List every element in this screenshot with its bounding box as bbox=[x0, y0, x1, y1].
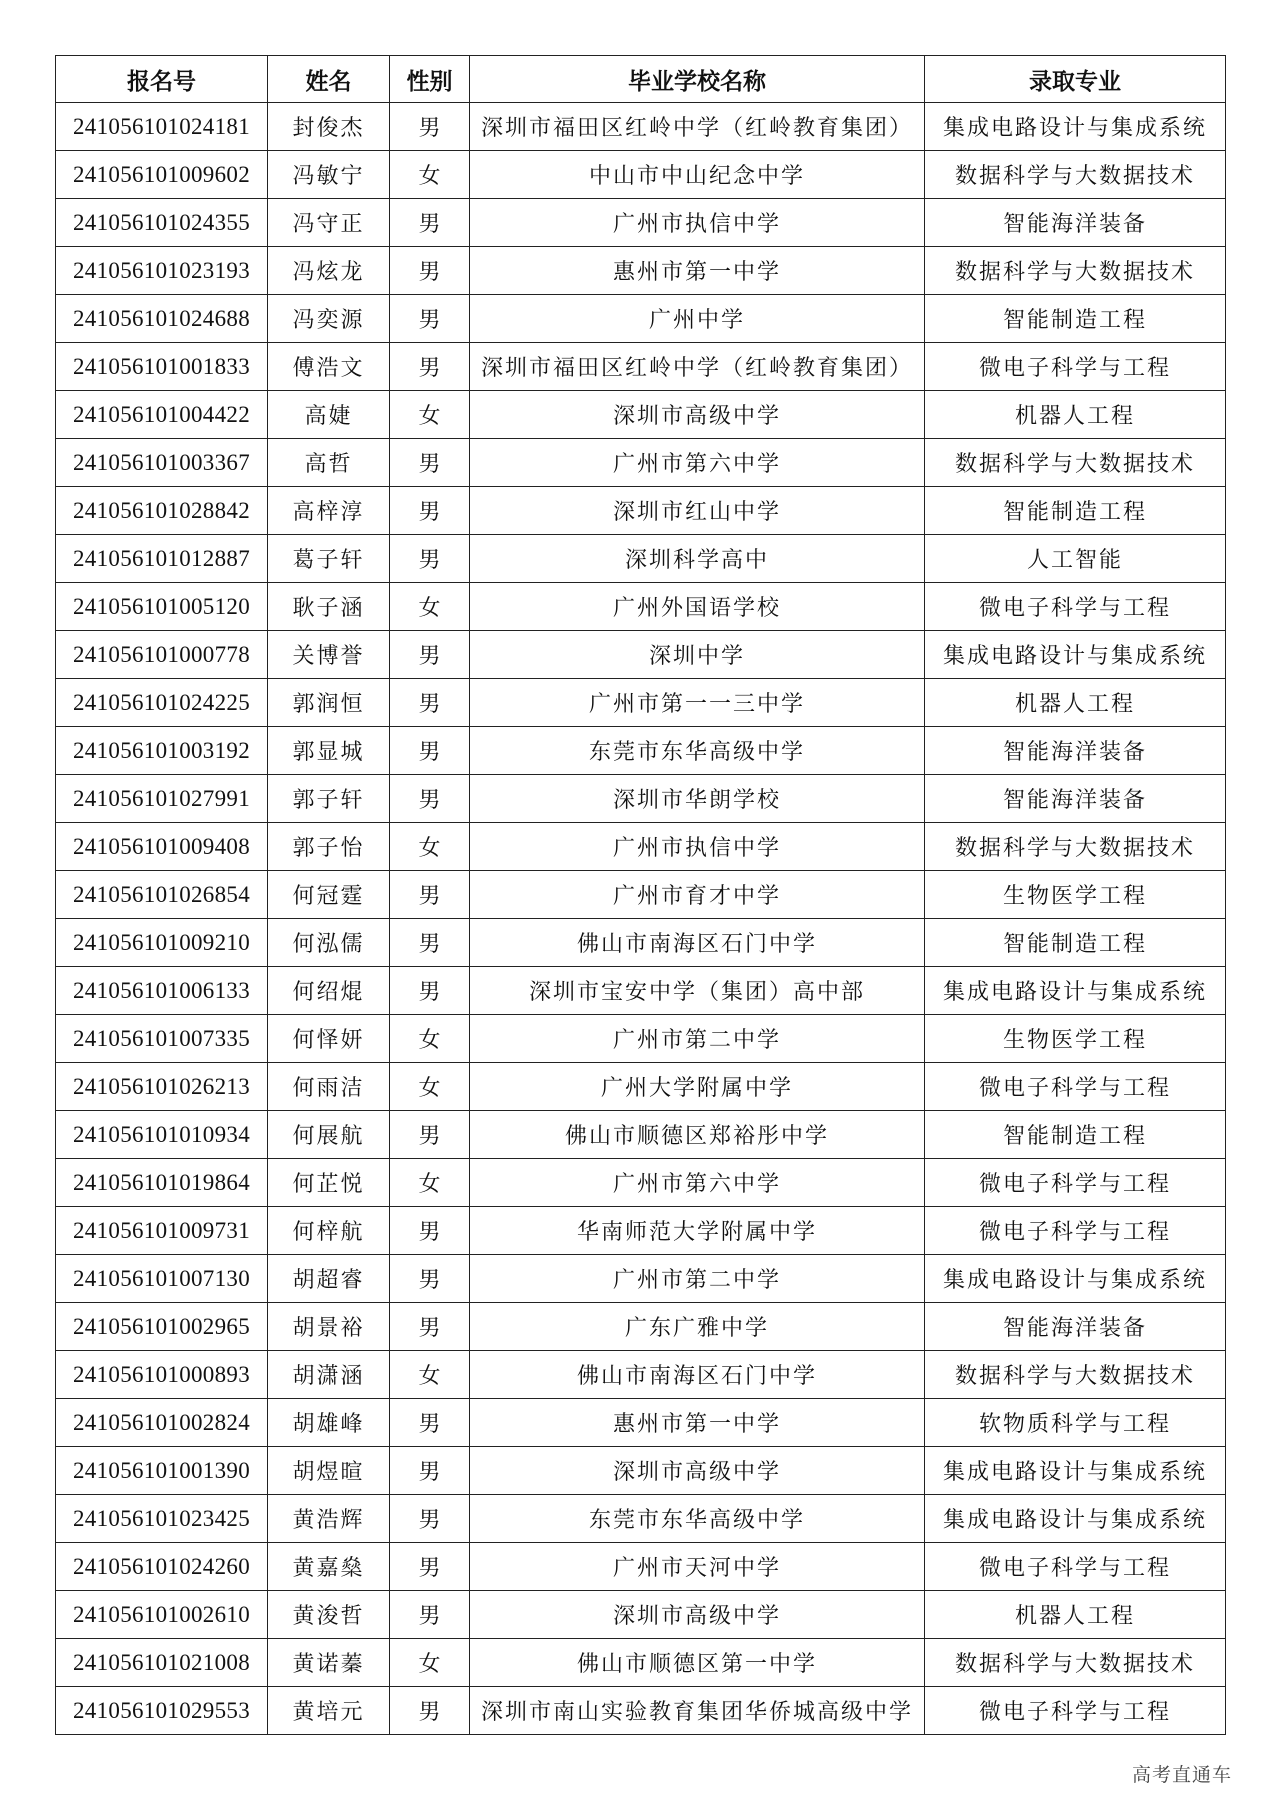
registration-number-cell: 241056101029553 bbox=[56, 1687, 268, 1735]
registration-number-cell: 241056101003367 bbox=[56, 439, 268, 487]
major-cell: 智能制造工程 bbox=[925, 487, 1226, 535]
table-row bbox=[56, 391, 1226, 439]
admission-list bbox=[55, 55, 1225, 1735]
school-cell: 东莞市东华高级中学 bbox=[470, 727, 925, 775]
table-row bbox=[56, 1495, 1226, 1543]
gender-cell: 男 bbox=[390, 1543, 470, 1591]
school-cell: 广州中学 bbox=[470, 295, 925, 343]
major-cell: 机器人工程 bbox=[925, 391, 1226, 439]
school-cell: 广州市执信中学 bbox=[470, 199, 925, 247]
gender-cell: 男 bbox=[390, 679, 470, 727]
registration-number-cell: 241056101009731 bbox=[56, 1207, 268, 1255]
name-cell: 胡煜暄 bbox=[268, 1447, 390, 1495]
gender-cell: 男 bbox=[390, 1447, 470, 1495]
school-cell: 广州市第一一三中学 bbox=[470, 679, 925, 727]
name-cell: 胡超睿 bbox=[268, 1255, 390, 1303]
registration-number-cell: 241056101027991 bbox=[56, 775, 268, 823]
table-row bbox=[56, 1687, 1226, 1735]
registration-number-cell: 241056101019864 bbox=[56, 1159, 268, 1207]
registration-number-cell: 241056101026213 bbox=[56, 1063, 268, 1111]
table-row bbox=[56, 295, 1226, 343]
gender-cell: 男 bbox=[390, 919, 470, 967]
gender-cell: 男 bbox=[390, 1111, 470, 1159]
name-cell: 黄诺蓁 bbox=[268, 1639, 390, 1687]
header-gender: 性别 bbox=[390, 56, 470, 103]
name-cell: 何冠霆 bbox=[268, 871, 390, 919]
school-cell: 广州市第二中学 bbox=[470, 1255, 925, 1303]
table-row bbox=[56, 775, 1226, 823]
table-row bbox=[56, 967, 1226, 1015]
school-cell: 佛山市顺德区郑裕彤中学 bbox=[470, 1111, 925, 1159]
table-row bbox=[56, 151, 1226, 199]
registration-number-cell: 241056101028842 bbox=[56, 487, 268, 535]
gender-cell: 女 bbox=[390, 1159, 470, 1207]
name-cell: 郭润恒 bbox=[268, 679, 390, 727]
name-cell: 何绍焜 bbox=[268, 967, 390, 1015]
gender-cell: 男 bbox=[390, 871, 470, 919]
gender-cell: 男 bbox=[390, 727, 470, 775]
gender-cell: 男 bbox=[390, 967, 470, 1015]
name-cell: 冯守正 bbox=[268, 199, 390, 247]
registration-number-cell: 241056101002965 bbox=[56, 1303, 268, 1351]
header-name: 姓名 bbox=[268, 56, 390, 103]
school-cell: 深圳市福田区红岭中学（红岭教育集团） bbox=[470, 103, 925, 151]
school-cell: 广州大学附属中学 bbox=[470, 1063, 925, 1111]
major-cell: 集成电路设计与集成系统 bbox=[925, 631, 1226, 679]
major-cell: 集成电路设计与集成系统 bbox=[925, 1255, 1226, 1303]
header-row bbox=[56, 56, 1226, 103]
school-cell: 广州市执信中学 bbox=[470, 823, 925, 871]
gender-cell: 女 bbox=[390, 1015, 470, 1063]
registration-number-cell: 241056101024225 bbox=[56, 679, 268, 727]
major-cell: 数据科学与大数据技术 bbox=[925, 1639, 1226, 1687]
table-row bbox=[56, 439, 1226, 487]
registration-number-cell: 241056101000893 bbox=[56, 1351, 268, 1399]
name-cell: 郭子轩 bbox=[268, 775, 390, 823]
name-cell: 何芷悦 bbox=[268, 1159, 390, 1207]
school-cell: 广州市第二中学 bbox=[470, 1015, 925, 1063]
school-cell: 东莞市东华高级中学 bbox=[470, 1495, 925, 1543]
table-row bbox=[56, 727, 1226, 775]
name-cell: 胡潇涵 bbox=[268, 1351, 390, 1399]
school-cell: 佛山市南海区石门中学 bbox=[470, 919, 925, 967]
name-cell: 何怿妍 bbox=[268, 1015, 390, 1063]
school-cell: 惠州市第一中学 bbox=[470, 247, 925, 295]
gender-cell: 女 bbox=[390, 1351, 470, 1399]
major-cell: 数据科学与大数据技术 bbox=[925, 1351, 1226, 1399]
admission-table bbox=[55, 55, 1226, 1735]
school-cell: 深圳市红山中学 bbox=[470, 487, 925, 535]
major-cell: 生物医学工程 bbox=[925, 1015, 1226, 1063]
gender-cell: 男 bbox=[390, 199, 470, 247]
registration-number-cell: 241056101010934 bbox=[56, 1111, 268, 1159]
table-row bbox=[56, 919, 1226, 967]
gender-cell: 男 bbox=[390, 1495, 470, 1543]
major-cell: 集成电路设计与集成系统 bbox=[925, 967, 1226, 1015]
registration-number-cell: 241056101007130 bbox=[56, 1255, 268, 1303]
gender-cell: 男 bbox=[390, 487, 470, 535]
name-cell: 何梓航 bbox=[268, 1207, 390, 1255]
registration-number-cell: 241056101005120 bbox=[56, 583, 268, 631]
name-cell: 关博誉 bbox=[268, 631, 390, 679]
name-cell: 何雨洁 bbox=[268, 1063, 390, 1111]
name-cell: 高梓淳 bbox=[268, 487, 390, 535]
name-cell: 冯奕源 bbox=[268, 295, 390, 343]
table-row bbox=[56, 631, 1226, 679]
gender-cell: 男 bbox=[390, 343, 470, 391]
name-cell: 高婕 bbox=[268, 391, 390, 439]
registration-number-cell: 241056101006133 bbox=[56, 967, 268, 1015]
gender-cell: 男 bbox=[390, 1399, 470, 1447]
school-cell: 惠州市第一中学 bbox=[470, 1399, 925, 1447]
registration-number-cell: 241056101024355 bbox=[56, 199, 268, 247]
name-cell: 何展航 bbox=[268, 1111, 390, 1159]
gender-cell: 女 bbox=[390, 391, 470, 439]
school-cell: 佛山市南海区石门中学 bbox=[470, 1351, 925, 1399]
major-cell: 智能制造工程 bbox=[925, 1111, 1226, 1159]
table-row bbox=[56, 1063, 1226, 1111]
registration-number-cell: 241056101012887 bbox=[56, 535, 268, 583]
name-cell: 黄浩辉 bbox=[268, 1495, 390, 1543]
table-row bbox=[56, 1639, 1226, 1687]
major-cell: 数据科学与大数据技术 bbox=[925, 151, 1226, 199]
name-cell: 胡景裕 bbox=[268, 1303, 390, 1351]
registration-number-cell: 241056101009602 bbox=[56, 151, 268, 199]
major-cell: 集成电路设计与集成系统 bbox=[925, 1447, 1226, 1495]
registration-number-cell: 241056101002824 bbox=[56, 1399, 268, 1447]
gender-cell: 男 bbox=[390, 1303, 470, 1351]
name-cell: 黄浚哲 bbox=[268, 1591, 390, 1639]
table-row bbox=[56, 679, 1226, 727]
registration-number-cell: 241056101024260 bbox=[56, 1543, 268, 1591]
school-cell: 华南师范大学附属中学 bbox=[470, 1207, 925, 1255]
registration-number-cell: 241056101023425 bbox=[56, 1495, 268, 1543]
registration-number-cell: 241056101026854 bbox=[56, 871, 268, 919]
school-cell: 广州市第六中学 bbox=[470, 1159, 925, 1207]
registration-number-cell: 241056101023193 bbox=[56, 247, 268, 295]
major-cell: 智能海洋装备 bbox=[925, 727, 1226, 775]
gender-cell: 男 bbox=[390, 439, 470, 487]
school-cell: 广州市天河中学 bbox=[470, 1543, 925, 1591]
watermark: 高考直通车 bbox=[1131, 1764, 1232, 1786]
registration-number-cell: 241056101009210 bbox=[56, 919, 268, 967]
name-cell: 冯敏宁 bbox=[268, 151, 390, 199]
gender-cell: 男 bbox=[390, 1207, 470, 1255]
name-cell: 封俊杰 bbox=[268, 103, 390, 151]
registration-number-cell: 241056101001390 bbox=[56, 1447, 268, 1495]
gender-cell: 男 bbox=[390, 247, 470, 295]
school-cell: 深圳市高级中学 bbox=[470, 1447, 925, 1495]
registration-number-cell: 241056101024181 bbox=[56, 103, 268, 151]
school-cell: 深圳市宝安中学（集团）高中部 bbox=[470, 967, 925, 1015]
major-cell: 微电子科学与工程 bbox=[925, 1207, 1226, 1255]
registration-number-cell: 241056101000778 bbox=[56, 631, 268, 679]
major-cell: 微电子科学与工程 bbox=[925, 583, 1226, 631]
school-cell: 广州市第六中学 bbox=[470, 439, 925, 487]
name-cell: 何泓儒 bbox=[268, 919, 390, 967]
major-cell: 机器人工程 bbox=[925, 1591, 1226, 1639]
name-cell: 冯炫龙 bbox=[268, 247, 390, 295]
registration-number-cell: 241056101003192 bbox=[56, 727, 268, 775]
school-cell: 中山市中山纪念中学 bbox=[470, 151, 925, 199]
gender-cell: 男 bbox=[390, 295, 470, 343]
name-cell: 郭子怡 bbox=[268, 823, 390, 871]
gender-cell: 女 bbox=[390, 1639, 470, 1687]
name-cell: 傅浩文 bbox=[268, 343, 390, 391]
school-cell: 深圳市高级中学 bbox=[470, 1591, 925, 1639]
major-cell: 智能海洋装备 bbox=[925, 1303, 1226, 1351]
table-row bbox=[56, 871, 1226, 919]
registration-number-cell: 241056101009408 bbox=[56, 823, 268, 871]
table-body bbox=[56, 103, 1226, 1735]
gender-cell: 女 bbox=[390, 583, 470, 631]
gender-cell: 男 bbox=[390, 1591, 470, 1639]
name-cell: 胡雄峰 bbox=[268, 1399, 390, 1447]
table-row bbox=[56, 1399, 1226, 1447]
registration-number-cell: 241056101021008 bbox=[56, 1639, 268, 1687]
header-registration-number: 报名号 bbox=[56, 56, 268, 103]
header-major: 录取专业 bbox=[925, 56, 1226, 103]
table-row bbox=[56, 1543, 1226, 1591]
school-cell: 深圳市华朗学校 bbox=[470, 775, 925, 823]
gender-cell: 男 bbox=[390, 535, 470, 583]
registration-number-cell: 241056101001833 bbox=[56, 343, 268, 391]
gender-cell: 女 bbox=[390, 1063, 470, 1111]
gender-cell: 男 bbox=[390, 775, 470, 823]
major-cell: 智能制造工程 bbox=[925, 919, 1226, 967]
table-row bbox=[56, 1015, 1226, 1063]
registration-number-cell: 241056101024688 bbox=[56, 295, 268, 343]
table-row bbox=[56, 823, 1226, 871]
major-cell: 集成电路设计与集成系统 bbox=[925, 1495, 1226, 1543]
table-row bbox=[56, 1207, 1226, 1255]
school-cell: 广州外国语学校 bbox=[470, 583, 925, 631]
name-cell: 葛子轩 bbox=[268, 535, 390, 583]
table-row bbox=[56, 343, 1226, 391]
table-row bbox=[56, 583, 1226, 631]
table-row bbox=[56, 1255, 1226, 1303]
table-row bbox=[56, 103, 1226, 151]
major-cell: 智能海洋装备 bbox=[925, 775, 1226, 823]
name-cell: 高哲 bbox=[268, 439, 390, 487]
major-cell: 数据科学与大数据技术 bbox=[925, 247, 1226, 295]
table-row bbox=[56, 1447, 1226, 1495]
major-cell: 人工智能 bbox=[925, 535, 1226, 583]
gender-cell: 女 bbox=[390, 823, 470, 871]
table-header bbox=[56, 56, 1226, 103]
major-cell: 数据科学与大数据技术 bbox=[925, 439, 1226, 487]
major-cell: 微电子科学与工程 bbox=[925, 1543, 1226, 1591]
name-cell: 耿子涵 bbox=[268, 583, 390, 631]
gender-cell: 男 bbox=[390, 1687, 470, 1735]
table-row bbox=[56, 535, 1226, 583]
gender-cell: 女 bbox=[390, 151, 470, 199]
gender-cell: 男 bbox=[390, 631, 470, 679]
major-cell: 智能制造工程 bbox=[925, 295, 1226, 343]
major-cell: 微电子科学与工程 bbox=[925, 343, 1226, 391]
header-school: 毕业学校名称 bbox=[470, 56, 925, 103]
registration-number-cell: 241056101007335 bbox=[56, 1015, 268, 1063]
school-cell: 佛山市顺德区第一中学 bbox=[470, 1639, 925, 1687]
school-cell: 深圳市福田区红岭中学（红岭教育集团） bbox=[470, 343, 925, 391]
school-cell: 深圳中学 bbox=[470, 631, 925, 679]
major-cell: 软物质科学与工程 bbox=[925, 1399, 1226, 1447]
table-row bbox=[56, 1591, 1226, 1639]
name-cell: 黄嘉燊 bbox=[268, 1543, 390, 1591]
major-cell: 智能海洋装备 bbox=[925, 199, 1226, 247]
registration-number-cell: 241056101004422 bbox=[56, 391, 268, 439]
table-row bbox=[56, 487, 1226, 535]
name-cell: 黄培元 bbox=[268, 1687, 390, 1735]
table-row bbox=[56, 1111, 1226, 1159]
table-row bbox=[56, 1303, 1226, 1351]
major-cell: 集成电路设计与集成系统 bbox=[925, 103, 1226, 151]
table-row bbox=[56, 1351, 1226, 1399]
major-cell: 生物医学工程 bbox=[925, 871, 1226, 919]
major-cell: 微电子科学与工程 bbox=[925, 1687, 1226, 1735]
major-cell: 数据科学与大数据技术 bbox=[925, 823, 1226, 871]
table-row bbox=[56, 1159, 1226, 1207]
school-cell: 广东广雅中学 bbox=[470, 1303, 925, 1351]
school-cell: 广州市育才中学 bbox=[470, 871, 925, 919]
major-cell: 机器人工程 bbox=[925, 679, 1226, 727]
table-row bbox=[56, 247, 1226, 295]
school-cell: 深圳市南山实验教育集团华侨城高级中学 bbox=[470, 1687, 925, 1735]
name-cell: 郭显城 bbox=[268, 727, 390, 775]
school-cell: 深圳科学高中 bbox=[470, 535, 925, 583]
gender-cell: 男 bbox=[390, 1255, 470, 1303]
table-row bbox=[56, 199, 1226, 247]
school-cell: 深圳市高级中学 bbox=[470, 391, 925, 439]
gender-cell: 男 bbox=[390, 103, 470, 151]
major-cell: 微电子科学与工程 bbox=[925, 1159, 1226, 1207]
major-cell: 微电子科学与工程 bbox=[925, 1063, 1226, 1111]
registration-number-cell: 241056101002610 bbox=[56, 1591, 268, 1639]
